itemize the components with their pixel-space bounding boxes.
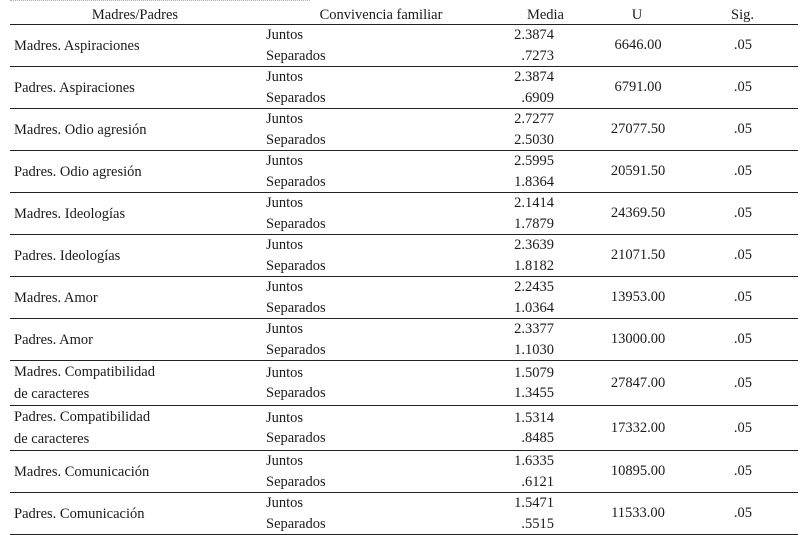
u-value: 21071.50 (570, 235, 690, 277)
media-cell (462, 235, 570, 277)
group-juntos: Juntos (266, 409, 304, 426)
group-cell (242, 361, 462, 406)
cropped-caption-remnant (10, 0, 310, 4)
group-juntos: Juntos (266, 364, 304, 381)
group-separados: Separados (266, 473, 326, 490)
header-row (10, 6, 798, 25)
media-juntos: 1.6335 (514, 453, 554, 469)
media-separados: 1.8364 (514, 173, 554, 190)
row-label-line1: Madres. Compatibilidad (14, 364, 155, 380)
sig-value: .05 (690, 277, 798, 319)
media-separados: 2.5030 (514, 131, 554, 148)
group-cell (242, 67, 462, 109)
media-cell (462, 406, 570, 451)
media-separados: .5515 (521, 515, 554, 532)
group-separados: Separados (266, 515, 326, 532)
row-label-line1: Padres. Compatibilidad (14, 409, 151, 425)
group-juntos: Juntos (266, 27, 304, 43)
u-value: 17332.00 (570, 406, 690, 451)
header-media: Media (462, 6, 570, 25)
row-label: Madres. Comunicación (10, 451, 242, 493)
sig-value: .05 (690, 25, 798, 67)
media-juntos: 1.5471 (514, 495, 554, 511)
group-separados: Separados (266, 47, 326, 64)
table-row (10, 25, 798, 67)
table-row (10, 319, 798, 361)
media-juntos: 2.3639 (514, 237, 554, 253)
group-separados: Separados (266, 173, 326, 190)
header-sig: Sig. (690, 6, 798, 25)
u-value: 10895.00 (570, 451, 690, 493)
header-u: U (570, 6, 690, 25)
group-separados: Separados (266, 89, 326, 106)
u-value: 27847.00 (570, 361, 690, 406)
media-separados: 1.0364 (514, 299, 554, 316)
row-label-line2: de caracteres (14, 386, 90, 402)
table-row (10, 193, 798, 235)
media-juntos: 2.3874 (514, 27, 554, 43)
group-juntos: Juntos (266, 321, 304, 337)
row-label (10, 406, 242, 451)
sig-value: .05 (690, 235, 798, 277)
row-label: Madres. Amor (10, 277, 242, 319)
media-separados: .8485 (521, 430, 554, 446)
group-juntos: Juntos (266, 153, 304, 169)
group-juntos: Juntos (266, 195, 304, 211)
group-separados: Separados (266, 341, 326, 358)
table-row (10, 151, 798, 193)
table-row (10, 277, 798, 319)
group-cell (242, 406, 462, 451)
media-cell (462, 277, 570, 319)
table-row (10, 361, 798, 406)
group-cell (242, 25, 462, 67)
media-separados: 1.1030 (514, 341, 554, 358)
media-separados: .6121 (521, 473, 554, 490)
group-separados: Separados (266, 131, 326, 148)
media-cell (462, 25, 570, 67)
group-cell (242, 319, 462, 361)
sig-value: .05 (690, 493, 798, 535)
table-row (10, 235, 798, 277)
table-row (10, 493, 798, 535)
sig-value: .05 (690, 67, 798, 109)
row-label: Padres. Ideologías (10, 235, 242, 277)
media-juntos: 1.5314 (514, 409, 554, 426)
sig-value: .05 (690, 193, 798, 235)
row-label: Padres. Odio agresión (10, 151, 242, 193)
media-juntos: 2.5995 (514, 153, 554, 169)
media-cell (462, 361, 570, 406)
media-juntos: 2.2435 (514, 279, 554, 295)
group-cell (242, 109, 462, 151)
group-juntos: Juntos (266, 495, 304, 511)
table-row (10, 67, 798, 109)
group-cell (242, 451, 462, 493)
u-value: 6791.00 (570, 67, 690, 109)
group-separados: Separados (266, 257, 326, 274)
media-juntos: 2.7277 (514, 111, 554, 127)
media-cell (462, 451, 570, 493)
media-juntos: 1.5079 (514, 364, 554, 381)
table-row (10, 451, 798, 493)
media-juntos: 2.1414 (514, 195, 554, 211)
media-cell (462, 319, 570, 361)
u-value: 13953.00 (570, 277, 690, 319)
row-label: Madres. Aspiraciones (10, 25, 242, 67)
sig-value: .05 (690, 151, 798, 193)
row-label: Padres. Comunicación (10, 493, 242, 535)
header-madres-padres: Madres/Padres (10, 6, 242, 25)
media-cell (462, 193, 570, 235)
u-value: 13000.00 (570, 319, 690, 361)
group-cell (242, 235, 462, 277)
sig-value: .05 (690, 109, 798, 151)
group-separados: Separados (266, 299, 326, 316)
u-value: 20591.50 (570, 151, 690, 193)
group-juntos: Juntos (266, 453, 304, 469)
row-label: Padres. Amor (10, 319, 242, 361)
media-juntos: 2.3874 (514, 69, 554, 85)
row-label-line2: de caracteres (14, 431, 90, 447)
sig-value: .05 (690, 319, 798, 361)
table-row (10, 406, 798, 451)
sig-value: .05 (690, 361, 798, 406)
group-juntos: Juntos (266, 111, 304, 127)
group-separados: Separados (266, 385, 326, 401)
media-cell (462, 109, 570, 151)
media-separados: 1.7879 (514, 215, 554, 232)
group-juntos: Juntos (266, 237, 304, 253)
media-separados: 1.3455 (514, 385, 554, 401)
row-label: Madres. Ideologías (10, 193, 242, 235)
media-separados: 1.8182 (514, 257, 554, 274)
sig-value: .05 (690, 451, 798, 493)
table-row (10, 109, 798, 151)
media-separados: .6909 (521, 89, 554, 106)
comparison-table (10, 6, 798, 535)
row-label: Madres. Odio agresión (10, 109, 242, 151)
u-value: 27077.50 (570, 109, 690, 151)
media-juntos: 2.3377 (514, 321, 554, 337)
media-cell (462, 151, 570, 193)
media-separados: .7273 (521, 47, 554, 64)
row-label (10, 361, 242, 406)
group-juntos: Juntos (266, 69, 304, 85)
group-cell (242, 151, 462, 193)
group-cell (242, 277, 462, 319)
group-separados: Separados (266, 430, 326, 446)
table-body (10, 25, 798, 535)
media-cell (462, 493, 570, 535)
table-header (10, 6, 798, 25)
u-value: 6646.00 (570, 25, 690, 67)
group-juntos: Juntos (266, 279, 304, 295)
group-cell (242, 493, 462, 535)
u-value: 24369.50 (570, 193, 690, 235)
group-separados: Separados (266, 215, 326, 232)
u-value: 11533.00 (570, 493, 690, 535)
row-label: Padres. Aspiraciones (10, 67, 242, 109)
group-cell (242, 193, 462, 235)
header-convivencia: Convivencia familiar (242, 6, 462, 25)
media-cell (462, 67, 570, 109)
sig-value: .05 (690, 406, 798, 451)
